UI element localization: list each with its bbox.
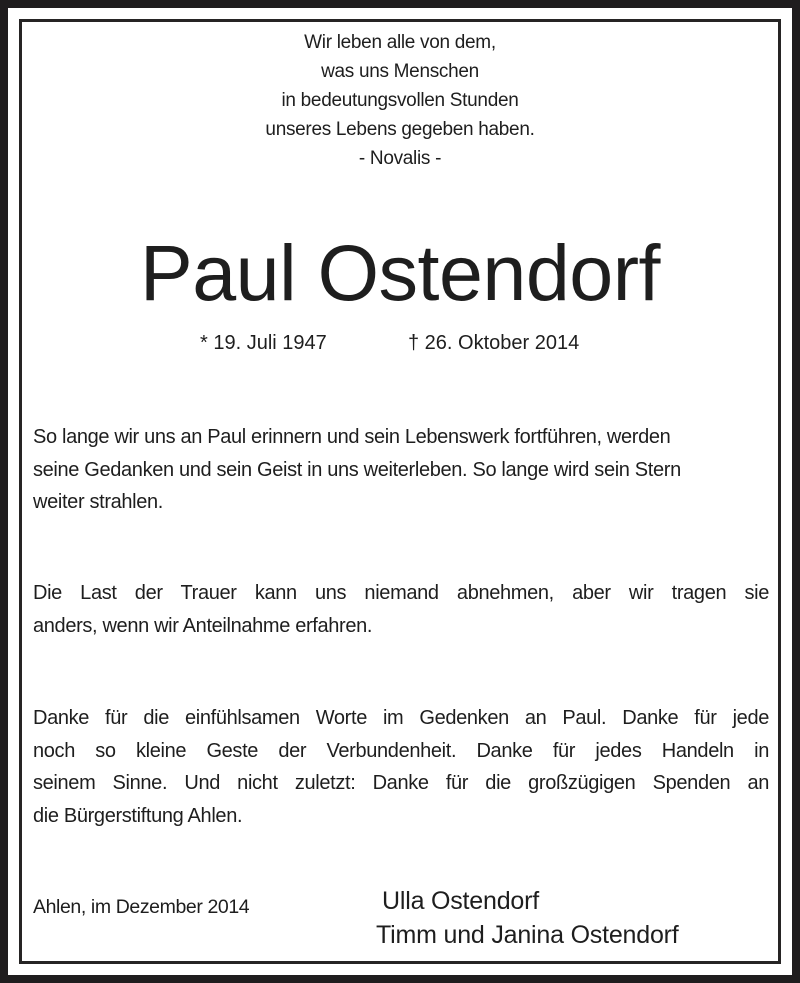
birth-date: * 19. Juli 1947 — [200, 332, 327, 354]
paragraph-line: Danke für die einfühlsamen Worte im Gedenken an Paul. Danke für jede — [33, 707, 769, 729]
paragraph-grief — [33, 577, 769, 642]
paragraph-line: noch so kleine Geste der Verbundenheit. Danke für jedes Handeln in — [33, 739, 769, 762]
paragraph-line: seine Gedanken und sein Geist in uns weiterleben. So lange wird sein Stern — [33, 458, 681, 481]
paragraph-line: weiter strahlen. — [33, 491, 164, 513]
signatory-name: Timm und Janina Ostendorf — [376, 921, 679, 949]
poem-author: - Novalis - — [358, 148, 442, 169]
paragraph-line: So lange wir uns an Paul erinnern und sein Lebenswerk fortführen, werden — [33, 426, 671, 448]
signatory-name: Ulla Ostendorf — [382, 887, 539, 915]
paragraph-line: die Bürgerstiftung Ahlen. — [33, 804, 243, 827]
place-and-date: Ahlen, im Dezember 2014 — [33, 896, 250, 918]
paragraph-line: seinem Sinne. Und nicht zuletzt: Danke für die großzügigen Spenden an — [33, 772, 769, 794]
paragraph-remembrance — [33, 421, 769, 519]
paragraph-line: anders, wenn wir Anteilnahme erfahren. — [33, 614, 373, 637]
paragraph-line: Die Last der Trauer kann uns niemand abnehmen, aber wir tragen sie — [33, 582, 769, 604]
poem-line: unseres Lebens gegeben haben. — [265, 119, 535, 140]
poem-line: Wir leben alle von dem, — [304, 32, 496, 53]
deceased-name: Paul Ostendorf — [140, 228, 660, 317]
paragraph-thanks — [33, 702, 769, 832]
poem-line: was uns Menschen — [321, 61, 479, 82]
poem-line: in bedeutungsvollen Stunden — [281, 90, 519, 111]
death-date: † 26. Oktober 2014 — [408, 332, 580, 354]
poem-quote — [0, 28, 800, 173]
